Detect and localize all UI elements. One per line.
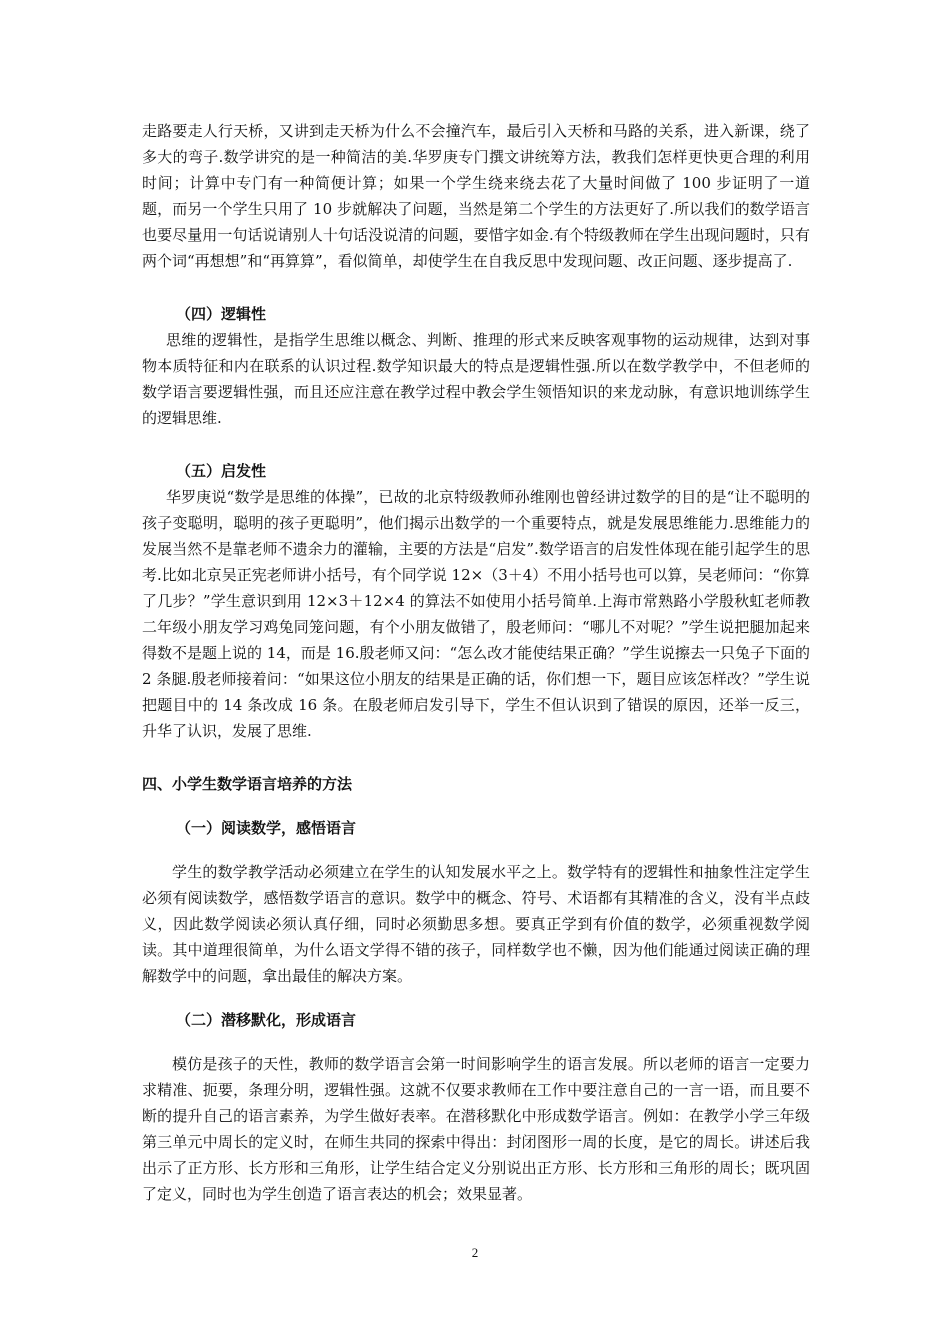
heading-imitation: （二）潜移默化，形成语言 [176, 1011, 357, 1029]
page-number: 2 [471, 1245, 479, 1260]
paragraph-reading: 学生的数学教学活动必须建立在学生的认知发展水平之上。数学特有的逻辑性和抽象性注定学生必须有阅读数学，感悟数学语言的意识。数学中的概念、符号、术语都有其精准的含义，没有半点歧义，因此数学阅读必须认真仔细，同时必须勤思多想。要真正学到有价值的数学，必须重视数学阅读。其中道理很简单，为什么语文学得不错的孩子，同样数学也不懒，因为他们能通过阅读正确的理解数学中的问题，拿出最佳的解决方案。 [142, 863, 810, 985]
document-body [142, 118, 810, 1207]
heading-reading: （一）阅读数学，感悟语言 [176, 819, 357, 837]
section-heading-methods: 四、小学生数学语言培养的方法 [142, 775, 353, 793]
heading-logic: （四）逻辑性 [176, 305, 267, 323]
heading-heuristic: （五）启发性 [176, 462, 267, 480]
paragraph-logic: 思维的逻辑性，是指学生思维以概念、判断、推理的形式来反映客观事物的运动规律，达到对事物本质特征和内在联系的认识过程.数学知识最大的特点是逻辑性强.所以在数学教学中，不但老师的数学语言要逻辑性强，而且还应注意在教学过程中教会学生领悟知识的来龙动脉，有意识地训练学生的逻辑思维. [142, 331, 810, 427]
paragraph-heuristic: 华罗庚说“数学是思维的体操”，已故的北京特级教师孙维刚也曾经讲过数学的目的是“让不聪明的孩子变聪明，聪明的孩子更聪明”，他们揭示出数学的一个重要特点，就是发展思维能力.思维能力的发展当然不是靠老师不遗余力的灌输，主要的方法是“启发”.数学语言的启发性体现在能引起学生的思考.比如北京吴正宪老师讲小括号，有个同学说 12×（3＋4）不用小括号也可以算，吴老师问：“你算了几步？”学生意识到用 12×3＋12×4 的算法不如使用小括号简单.上海市常熟路小学殷秋虹老师教二年级小朋友学习鸡兔同笼问题，有个小朋友做错了，殷老师问：“哪儿不对呢？”学生说把腿加起来得数不是题上说的 14，而是 16.殷老师又问：“怎么改才能使结果正确？”学生说擦去一只兔子下面的 2 条腿.殷老师接着问：“如果这位小朋友的结果是正确的话，你们想一下，题目应该怎样改？”学生说把题目中的 14 条改成 16 条。在殷老师启发引导下，学生不但认识到了错误的原因，还举一反三，升华了认识，发展了思维. [142, 488, 810, 740]
paragraph-simplicity-continued: 走路要走人行天桥，又讲到走天桥为什么不会撞汽车，最后引入天桥和马路的关系，进入新课，绕了多大的弯子.数学讲究的是一种简洁的美.华罗庚专门撰文讲统筹方法，教我们怎样更快更合理的利用时间；计算中专门有一种简便计算；如果一个学生绕来绕去花了大量时间做了 100 步证明了一道题，而另一个学生只用了 10 步就解决了问题，当然是第二个学生的方法更好了.所以我们的数学语言也要尽量用一句话说请别人十句话没说清的问题，要惜字如金.有个特级教师在学生出现问题时，只有两个词“再想想”和“再算算”，看似简单，却使学生在自我反思中发现问题、改正问题、逐步提高了. [142, 122, 810, 270]
paragraph-imitation: 模仿是孩子的天性，教师的数学语言会第一时间影响学生的语言发展。所以老师的语言一定要力求精准、扼要，条理分明，逻辑性强。这就不仅要求教师在工作中要注意自己的一言一语，而且要不断的提升自己的语言素养，为学生做好表率。在潜移默化中形成数学语言。例如：在教学小学三年级第三单元中周长的定义时，在师生共同的探索中得出：封闭图形一周的长度，是它的周长。讲述后我出示了正方形、长方形和三角形，让学生结合定义分别说出正方形、长方形和三角形的周长；既巩固了定义，同时也为学生创造了语言表达的机会；效果显著。 [142, 1055, 810, 1203]
